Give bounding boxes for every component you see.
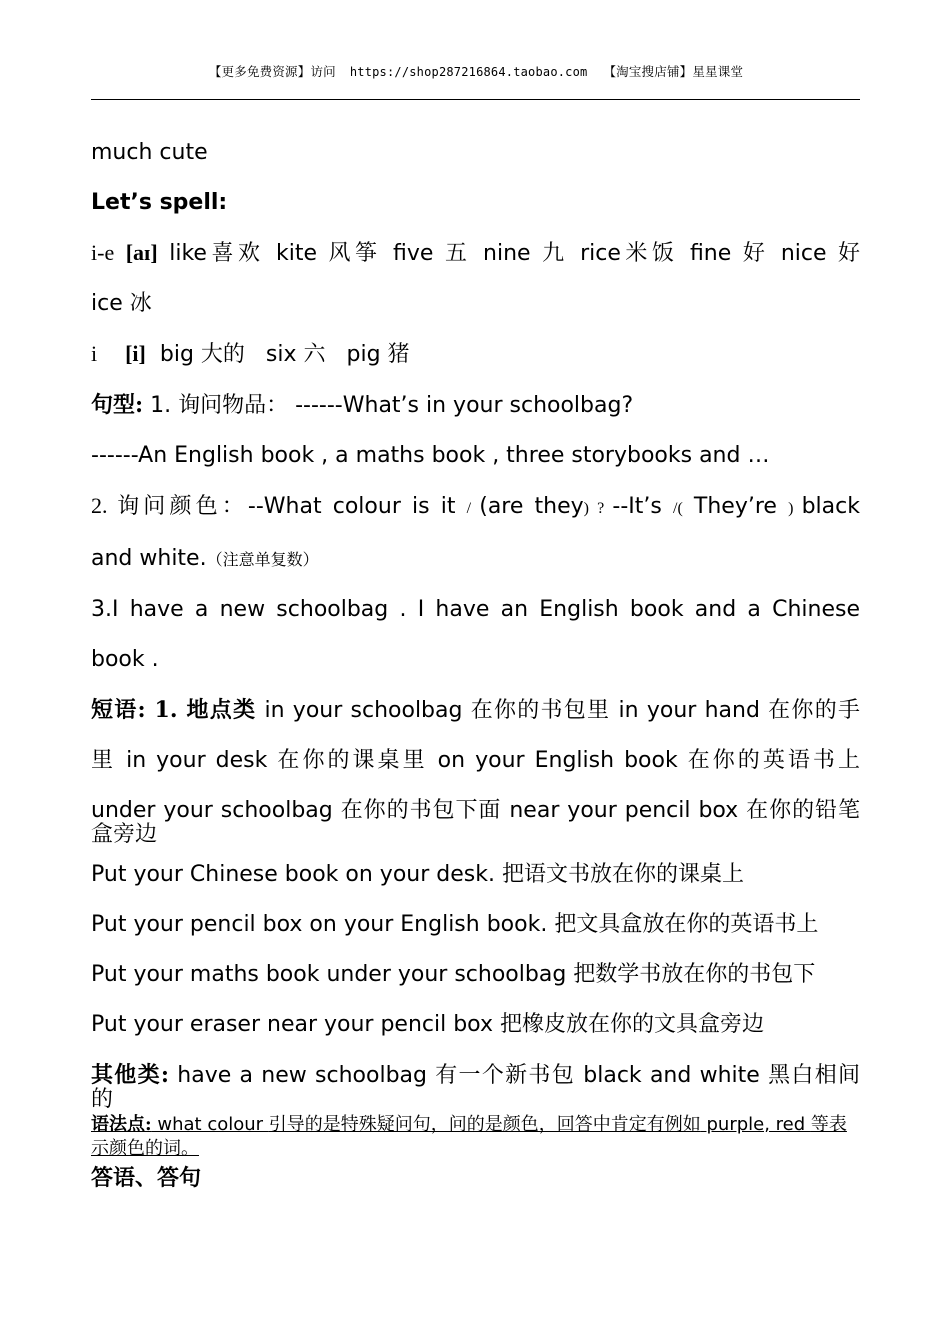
- line-much-cute: much cute: [91, 140, 208, 165]
- other-line-cont: 的: [91, 1087, 114, 1112]
- put-line-1: Put your Chinese book on your desk. 把语文书放在你的课桌上: [91, 862, 744, 887]
- phrase-line-1: 短语: 1. 地点类 in your schoolbag 在你的书包里 in your hand 在你的手: [91, 697, 860, 723]
- page-header: [92, 62, 860, 80]
- put-line-4: Put your eraser near your pencil box 把橡皮放在你的文具盒旁边: [91, 1012, 764, 1037]
- phrase-line-3: under your schoolbag 在你的书包下面 near your pencil box 在你的铅笔: [91, 798, 860, 823]
- spell-ie-line: i-e [aɪ] like喜欢 kite 风筝 five 五 nine 九 rice米饭 fine 好 nice 好: [91, 240, 861, 266]
- phrase-line-2: 里 in your desk 在你的课桌里 on your English book 在你的英语书上: [91, 748, 860, 773]
- phrase-line-3-cont: 盒旁边: [91, 822, 158, 847]
- sentence-1-question: 句型: 1. 询问物品： ------What’s in your schoolbag?: [91, 392, 634, 418]
- sentence-2-cont: and white.（注意单复数）: [91, 546, 319, 571]
- document-body: [91, 128, 860, 1196]
- sentence-1-answer: ------An English book , a maths book , three storybooks and …: [91, 443, 770, 468]
- answer-title: 答语、答句: [91, 1165, 202, 1191]
- sentence-3-cont: book .: [91, 647, 159, 672]
- header-left: 【更多免费资源】访问: [208, 64, 336, 79]
- spell-ie-cont: ice 冰: [91, 291, 152, 316]
- header-rule: [91, 99, 860, 100]
- header-url[interactable]: https://shop287216864.taobao.com: [349, 65, 588, 79]
- spell-title: Let’s spell:: [91, 190, 228, 215]
- sentence-2: 2. 询问颜色：--What colour is it / (are they) ? --It’s /( They’re ) black: [91, 493, 860, 519]
- sentence-3: 3.I have a new schoolbag . I have an English book and a Chinese: [91, 597, 860, 622]
- header-right: 【淘宝搜店铺】星星课堂: [603, 64, 744, 79]
- other-line: 其他类: have a new schoolbag 有一个新书包 black and white 黑白相间: [91, 1062, 860, 1088]
- spell-i-line: i [i] big 大的 six 六 pig 猪: [91, 341, 410, 367]
- grammar-point: 语法点: what colour 引导的是特殊疑问句，问的是颜色，回答中肯定有例如 purple, red 等表示颜色的词。: [91, 1114, 847, 1159]
- put-line-3: Put your maths book under your schoolbag 把数学书放在你的书包下: [91, 962, 816, 987]
- put-line-2: Put your pencil box on your English book. 把文具盒放在你的英语书上: [91, 912, 819, 937]
